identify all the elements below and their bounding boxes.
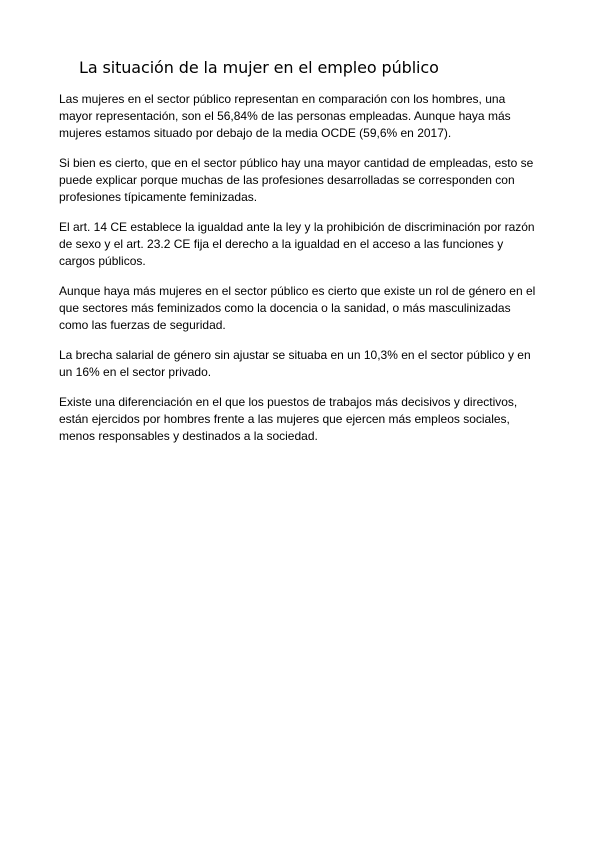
text-line: profesiones típicamente feminizadas. <box>59 190 258 204</box>
text-line: menos responsables y destinados a la sociedad. <box>59 429 318 443</box>
page-title: La situación de la mujer en el empleo público <box>79 58 439 77</box>
text-line: puede explicar porque muchas de las profesiones desarrolladas se corresponden con <box>59 173 515 187</box>
paragraph-wage-gap <box>59 347 549 381</box>
text-line: Si bien es cierto, que en el sector público hay una mayor cantidad de empleadas, esto se <box>59 156 534 170</box>
paragraph-constitution-articles <box>59 219 549 270</box>
paragraph-feminized-professions <box>59 155 549 206</box>
text-line: La brecha salarial de género sin ajustar se situaba en un 10,3% en el sector público y en <box>59 348 531 362</box>
text-line: un 16% en el sector privado. <box>59 365 212 379</box>
paragraph-gender-roles <box>59 283 549 334</box>
text-line: como las fuerzas de seguridad. <box>59 318 226 332</box>
text-line: El art. 14 CE establece la igualdad ante la ley y la prohibición de discriminación por razón <box>59 220 535 234</box>
text-line: mujeres estamos situado por debajo de la media OCDE (59,6% en 2017). <box>59 126 452 140</box>
text-line: Las mujeres en el sector público representan en comparación con los hombres, una <box>59 92 506 106</box>
text-line: mayor representación, son el 56,84% de las personas empleadas. Aunque haya más <box>59 109 511 123</box>
text-line: cargos públicos. <box>59 254 146 268</box>
text-line: que sectores más feminizados como la docencia o la sanidad, o más masculinizadas <box>59 301 511 315</box>
text-line: Existe una diferenciación en el que los puestos de trabajos más decisivos y directivos, <box>59 395 518 409</box>
paragraph-management-positions <box>59 394 549 445</box>
text-line: están ejercidos por hombres frente a las mujeres que ejercen más empleos sociales, <box>59 412 510 426</box>
text-line: de sexo y el art. 23.2 CE fija el derecho a la igualdad en el acceso a las funciones y <box>59 237 504 251</box>
paragraph-representation <box>59 91 549 142</box>
text-line: Aunque haya más mujeres en el sector público es cierto que existe un rol de género en el <box>59 284 536 298</box>
